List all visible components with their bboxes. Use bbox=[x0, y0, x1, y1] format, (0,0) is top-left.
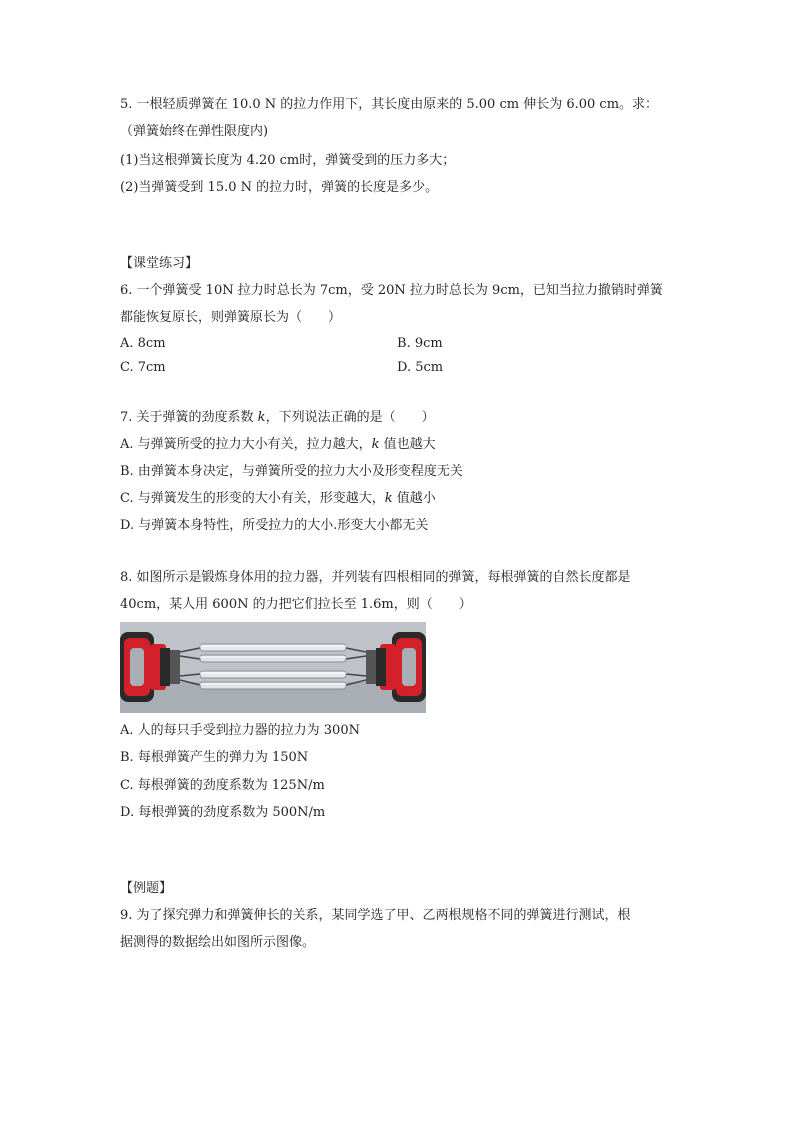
q7-option-c bbox=[120, 490, 436, 508]
q7-stem-k: k bbox=[257, 410, 266, 425]
q5-subquestion-2: (2)当弹簧受到 15.0 N 的拉力时，弹簧的长度是多少。 bbox=[120, 180, 439, 195]
q8-option-a: A. 人的每只手受到拉力器的拉力为 300N bbox=[120, 723, 360, 738]
q6-option-c: C. 7cm bbox=[120, 360, 166, 375]
q5-subquestion-1: (1)当这根弹簧长度为 4.20 cm时，弹簧受到的压力多大； bbox=[120, 153, 456, 168]
q7-stem-post: ，下列说法正确的是（ ） bbox=[265, 410, 435, 425]
q7-option-a bbox=[120, 436, 436, 454]
q7-option-a-pre: A. 与弹簧所受的拉力大小有关，拉力越大， bbox=[120, 437, 372, 452]
q7-option-a-k: k bbox=[371, 437, 380, 452]
q6-option-b: B. 9cm bbox=[397, 336, 443, 351]
q8-stem-line2: 40cm，某人用 600N 的力把它们拉长至 1.6m，则（ ） bbox=[120, 597, 472, 612]
section-heading-practice: 【课堂练习】 bbox=[120, 256, 199, 271]
q6-stem-line2: 都能恢复原长，则弹簧原长为（ ） bbox=[120, 310, 342, 325]
q7-option-c-pre: C. 与弹簧发生的形变的大小有关，形变越大， bbox=[120, 491, 385, 506]
section-heading-example: 【例题】 bbox=[120, 881, 173, 896]
q6-option-d: D. 5cm bbox=[397, 360, 444, 375]
q7-option-a-post: 值也越大 bbox=[379, 437, 436, 452]
q7-option-b: B. 由弹簧本身决定，与弹簧所受的拉力大小及形变程度无关 bbox=[120, 464, 463, 479]
q9-stem-line1: 9. 为了探究弹力和弹簧伸长的关系，某同学选了甲、乙两根规格不同的弹簧进行测试，根 bbox=[120, 908, 631, 923]
q7-option-c-k: k bbox=[384, 491, 393, 506]
q7-stem-pre: 7. 关于弹簧的劲度系数 bbox=[120, 410, 258, 425]
chest-expander-illustration bbox=[120, 622, 426, 713]
chest-expander-photo bbox=[120, 622, 426, 713]
q5-stem-line2: （弹簧始终在弹性限度内) bbox=[120, 124, 269, 139]
q7-stem bbox=[120, 409, 435, 427]
q9-stem-line2: 据测得的数据绘出如图所示图像。 bbox=[120, 935, 316, 950]
q8-option-b: B. 每根弹簧产生的弹力为 150N bbox=[120, 750, 309, 765]
q5-stem-line1: 5. 一根轻质弹簧在 10.0 N 的拉力作用下，其长度由原来的 5.00 cm 伸长为 6.00 cm。求： bbox=[120, 97, 659, 112]
q7-option-c-post: 值越小 bbox=[392, 491, 436, 506]
q7-option-d: D. 与弹簧本身特性，所受拉力的大小.形变大小都无关 bbox=[120, 518, 429, 533]
q6-option-a: A. 8cm bbox=[120, 336, 166, 351]
q6-stem-line1: 6. 一个弹簧受 10N 拉力时总长为 7cm，受 20N 拉力时总长为 9cm，已知当拉力撤销时弹簧 bbox=[120, 283, 663, 298]
q8-option-d: D. 每根弹簧的劲度系数为 500N/m bbox=[120, 805, 326, 820]
q8-option-c: C. 每根弹簧的劲度系数为 125N/m bbox=[120, 778, 325, 793]
q8-stem-line1: 8. 如图所示是锻炼身体用的拉力器，并列装有四根相同的弹簧，每根弹簧的自然长度都是 bbox=[120, 570, 631, 585]
